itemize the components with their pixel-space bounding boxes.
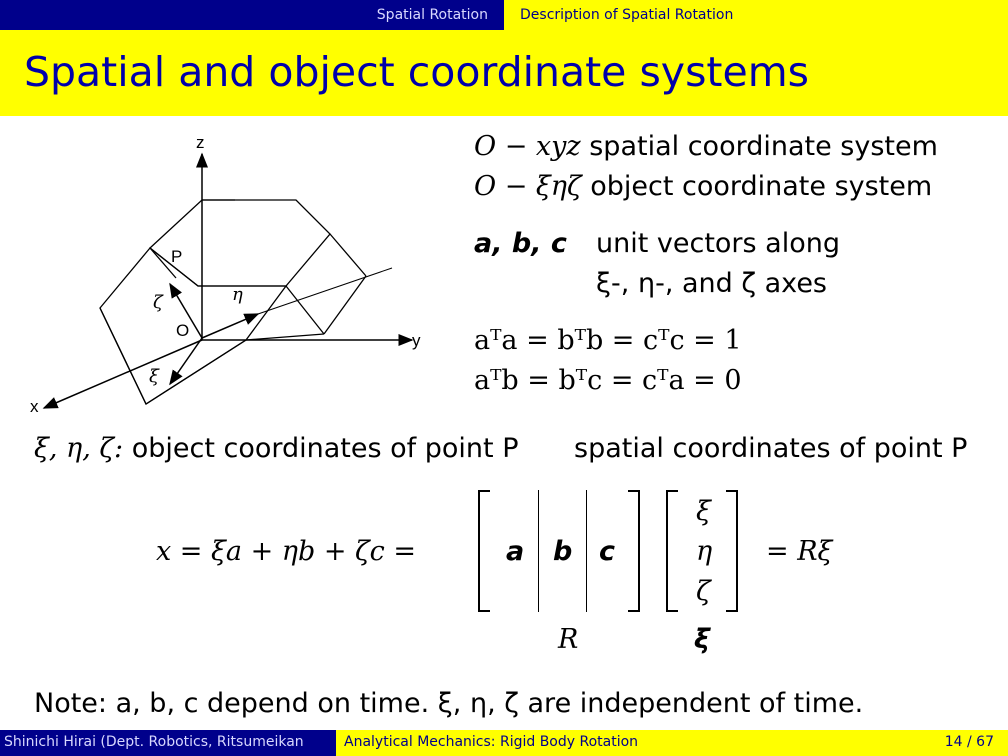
matrix-divider-2 bbox=[586, 490, 587, 612]
label-x: x bbox=[30, 397, 39, 416]
note-text: Note: a, b, c depend on time. ξ, η, ζ are independent of time. bbox=[34, 688, 864, 719]
object-coordinates-symbol: ξ, η, ζ: bbox=[34, 433, 124, 464]
object-system-text: object coordinate system bbox=[590, 171, 933, 202]
unit-vectors-axes: ξ-, η-, and ζ axes bbox=[596, 268, 828, 299]
label-zeta: ζ bbox=[153, 292, 163, 313]
spatial-system-line bbox=[474, 131, 938, 162]
orthonormal-equation-1: aᵀa = bᵀb = cᵀc = 1 bbox=[474, 325, 742, 356]
matrix-column-c: c bbox=[599, 536, 616, 567]
nav-subsection-link[interactable]: Description of Spatial Rotation bbox=[520, 7, 734, 23]
nav-subsection-panel bbox=[504, 0, 1008, 30]
footer-course-panel bbox=[336, 730, 1008, 756]
matrix-divider-1 bbox=[538, 490, 539, 612]
footer-author: Shinichi Hirai (Dept. Robotics, Ritsumeikan bbox=[4, 734, 304, 750]
matrix-column-a: a bbox=[506, 536, 525, 567]
matrix-right-bracket bbox=[628, 490, 640, 612]
label-p: P bbox=[171, 247, 183, 266]
equation-rhs: = Rξ bbox=[766, 536, 833, 567]
object-system-symbol: O − ξηζ bbox=[474, 171, 582, 202]
object-coordinates-line bbox=[34, 433, 518, 464]
matrix-column-b: b bbox=[553, 536, 573, 567]
label-z: z bbox=[196, 133, 205, 152]
footer bbox=[0, 730, 1008, 756]
x-axis bbox=[44, 340, 202, 408]
nav-section-link[interactable]: Spatial Rotation bbox=[376, 7, 488, 23]
orthogonal-equation-2: aᵀb = bᵀc = cᵀa = 0 bbox=[474, 365, 742, 396]
unit-vectors-text: unit vectors along bbox=[596, 228, 841, 259]
footer-author-panel bbox=[0, 730, 336, 756]
vector-label-xi: ξ bbox=[694, 624, 710, 655]
label-eta: η bbox=[232, 284, 243, 305]
title-bar bbox=[0, 30, 1008, 116]
matrix-label-r: R bbox=[558, 624, 579, 655]
coordinate-figure bbox=[20, 126, 440, 426]
unit-vectors-symbol: a, b, c bbox=[474, 228, 567, 259]
matrix-left-bracket bbox=[478, 490, 490, 612]
footer-page-number: 14 / 67 bbox=[944, 734, 994, 750]
nav-section-panel bbox=[0, 0, 504, 30]
vector-zeta: ζ bbox=[696, 576, 711, 607]
equation-lhs: x = ξa + ηb + ζc = bbox=[156, 536, 416, 567]
vector-left-bracket bbox=[666, 490, 678, 612]
slide-title: Spatial and object coordinate systems bbox=[24, 48, 810, 96]
eta-extension bbox=[258, 268, 392, 314]
vector-right-bracket bbox=[726, 490, 738, 612]
label-o: O bbox=[176, 321, 190, 340]
top-navigation bbox=[0, 0, 1008, 30]
spatial-coordinates-text: spatial coordinates of point P bbox=[574, 433, 968, 464]
object-coordinates-text: object coordinates of point P bbox=[131, 433, 519, 464]
spatial-system-symbol: O − xyz bbox=[474, 131, 581, 162]
label-y: y bbox=[412, 331, 421, 350]
vector-xi: ξ bbox=[696, 496, 711, 527]
xi-axis bbox=[170, 338, 202, 384]
spatial-system-text: spatial coordinate system bbox=[589, 131, 938, 162]
footer-course: Analytical Mechanics: Rigid Body Rotation bbox=[344, 734, 639, 750]
vector-eta: η bbox=[696, 536, 713, 567]
label-xi: ξ bbox=[149, 366, 159, 387]
object-system-line bbox=[474, 171, 932, 202]
